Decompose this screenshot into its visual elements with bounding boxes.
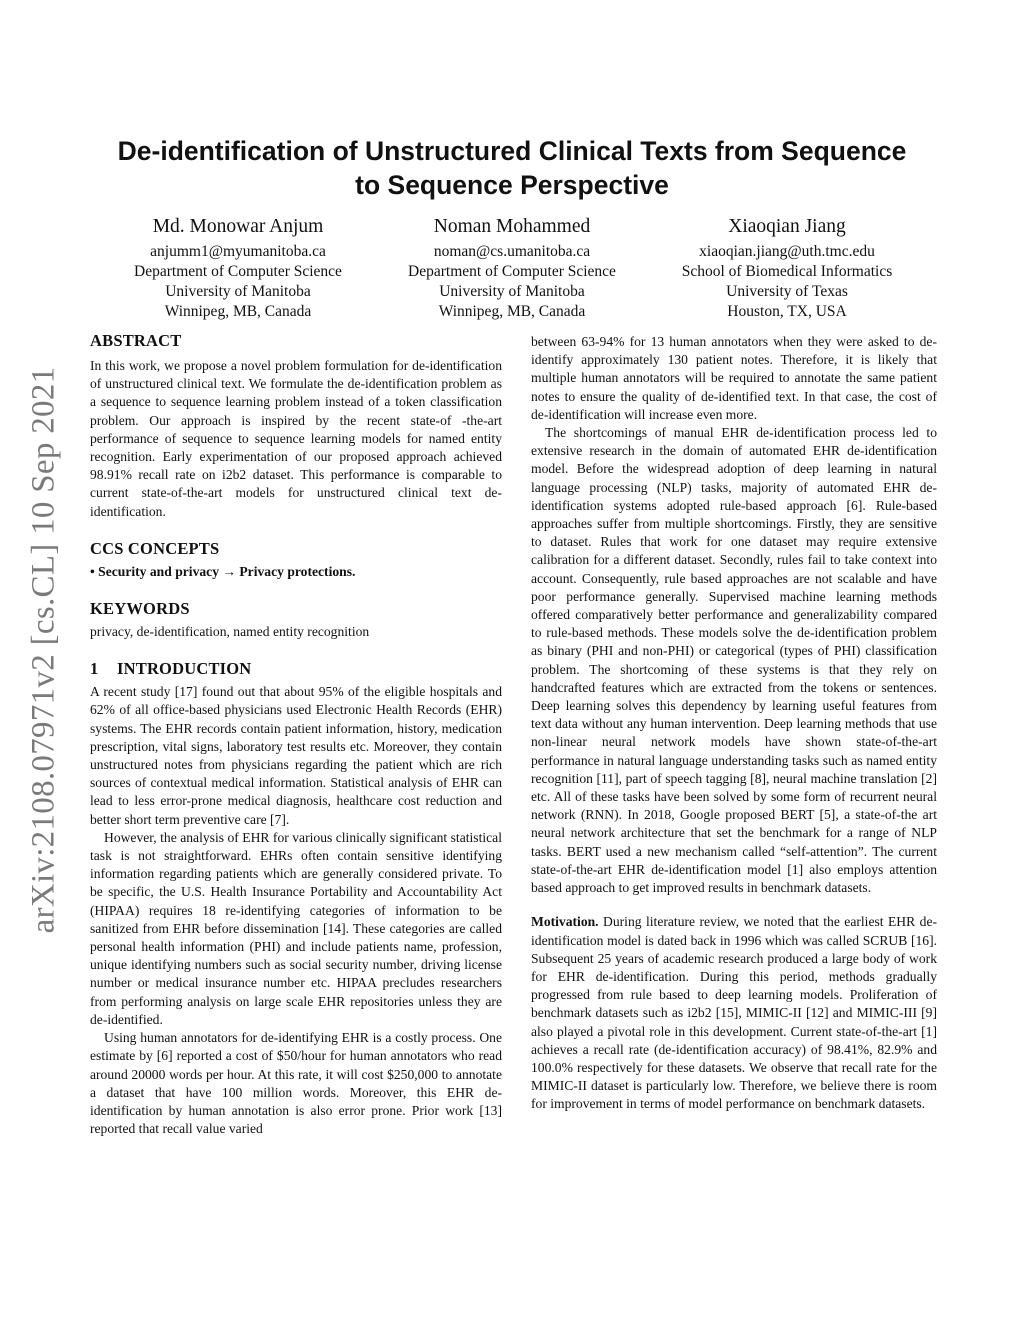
author-name: Md. Monowar Anjum bbox=[152, 216, 324, 237]
author-block-2 bbox=[362, 214, 662, 322]
intro-paragraph-3: Using human annotators for de-identifying EHR is a costly process. One estimate by [6] reported a cost of $50/hour for human annotators who read around 20000 words per hour. At this rate, it will cost $250,000 to annotate a dataset that have 100 million words. Moreover, this EHR de-identification by human annotation is also error prone. Prior work [13] reported that recall value varied bbox=[90, 1030, 502, 1137]
abstract-text: In this work, we propose a novel problem formulation for de-identification of unstructured clinical text. We formulate the de-identification problem as a sequence to sequence learning problem instead of a token classification problem. Our approach is inspired by the recent state-of -the-art performance of sequence to sequence learning models for named entity recognition. Early experimentation of our proposed approach achieved 98.91% recall rate on i2b2 dataset. This performance is comparable to current state-of-the-art models for unstructured clinical text de-identification. bbox=[90, 358, 502, 519]
left-column bbox=[90, 330, 502, 1138]
author-location: Winnipeg, MB, Canada bbox=[438, 303, 586, 320]
motivation-text: During literature review, we noted that the earliest EHR de-identification model is dated back in 1996 which was called SCRUB [16]. Subsequent 25 years of academic research produced a large body of work for EHR de-identification. During this period, methods gradually progressed from rule based to deep learning models. Proliferation of benchmark datasets such as i2b2 [15], MIMIC-II [12] and MIMIC-III [9] also played a pivotal role in this development. Current state-of-the-art [1] achieves a recall rate (de-identification accuracy) of 98.41%, 82.9% and 100.0% respectively for these datasets. We observe that recall rate for the MIMIC-II dataset is particularly low. Therefore, we believe there is room for improvement in terms of model performance on benchmark datasets. bbox=[531, 914, 937, 1112]
motivation-label: Motivation. bbox=[531, 914, 599, 930]
author-location: Houston, TX, USA bbox=[727, 303, 847, 320]
paragraph-gap bbox=[531, 897, 937, 913]
motivation-paragraph bbox=[531, 913, 937, 1113]
keywords-text: privacy, de-identification, named entity recognition bbox=[90, 624, 370, 640]
intro-paragraph-2: However, the analysis of EHR for various clinically significant statistical task is not straightforward. EHRs often contain sensitive identifying information regarding patients which are generally considered private. To be specific, the U.S. Health Insurance Portability and Accountability Act (HIPAA) requires 18 re-identifying categories of information to be sanitized from EHR before dissemination [14]. These categories are called personal health information (PHI) and include patients name, profession, unique identifying numbers such as social security number, driving license number or medical insurance number etc. HIPAA precludes researchers from performing analysis on large scale EHR repositories unless they are de-identified. bbox=[90, 829, 502, 1027]
intro-paragraph-5: The shortcomings of manual EHR de-identification process led to extensive research in the domain of automated EHR de-identification model. Before the widespread adoption of deep learning in natural language processing (NLP) tasks, majority of automated EHR de-identification systems adopted rule-based approach [6]. Rule-based approaches suffer from multiple shortcomings. Firstly, they are sensitive to dataset. Rules that work for one dataset may require extensive calibration for a different dataset. Secondly, rules fail to take context into account. Consequently, rule based approaches are not scalable and have poor performance generally. Supervised machine learning methods offered comparatively better performance and generalizability compared to rule-based methods. These models solve the de-identification problem as binary (PHI and non-PHI) or categorical (types of PHI) classification problem. The shortcoming of these systems is that they rely on handcrafted features which are extracted from the tokens or sentences. Deep learning solves this dependency by learning useful features from text data without any human intervention. Deep learning methods that use non-linear neural network models have shown state-of-the-art performance in natural language understanding tasks such as named entity recognition [11], part of speech tagging [8], neural machine translation [2] etc. All of these tasks have been solved by some form of recurrent neural network (RNN). In 2018, Google proposed BERT [5], a state-of-the art neural network architecture that set the benchmark for a range of NLP tasks. BERT used a new mechanism called “self-attention”. The current state-of-the-art EHR de-identification model [1] also employs attention based approach to get improved results in benchmark datasets. bbox=[531, 425, 937, 896]
ccs-section bbox=[90, 538, 502, 581]
title-line-1: De-identification of Unstructured Clinical Texts from Sequence bbox=[117, 136, 907, 166]
section-number: 1 bbox=[90, 659, 99, 679]
keywords-section bbox=[90, 598, 502, 641]
arxiv-stamp: arXiv:2108.07971v2 [cs.CL] 10 Sep 2021 bbox=[25, 366, 62, 934]
intro-paragraph-1: A recent study [17] found out that about 95% of the eligible hospitals and 62% of all office-based physicians used Electronic Health Records (EHR) systems. The EHR records contain patient information, history, medication prescription, vital signs, laboratory test results etc. Moreover, they contain unstructured notes from physicians regarding the patient which are rich sources of contextual medical information. Statistical analysis of EHR can lead to less error-prone medical diagnosis, healthcare cost reduction and better short term preventive care [7]. bbox=[90, 684, 502, 827]
author-location: Winnipeg, MB, Canada bbox=[164, 303, 312, 320]
author-block-3 bbox=[637, 214, 937, 322]
author-organization: University of Manitoba bbox=[165, 283, 311, 300]
section-title: INTRODUCTION bbox=[117, 659, 252, 679]
author-email: noman@cs.umanitoba.ca bbox=[433, 243, 591, 260]
author-email: anjumm1@myumanitoba.ca bbox=[150, 243, 326, 260]
author-organization: University of Texas bbox=[726, 283, 848, 300]
introduction-section bbox=[90, 658, 502, 1138]
author-block-1 bbox=[88, 214, 388, 322]
title-line-2: to Sequence Perspective bbox=[355, 170, 669, 200]
right-column bbox=[531, 333, 937, 1114]
author-organization: University of Manitoba bbox=[439, 283, 585, 300]
introduction-heading bbox=[90, 658, 502, 680]
abstract-section bbox=[90, 330, 502, 521]
author-email: xiaoqian.jiang@uth.tmc.edu bbox=[699, 243, 875, 260]
author-name: Noman Mohammed bbox=[433, 216, 591, 237]
ccs-heading: CCS CONCEPTS bbox=[90, 538, 220, 558]
keywords-heading: KEYWORDS bbox=[90, 599, 190, 619]
author-department: Department of Computer Science bbox=[408, 263, 616, 280]
author-name: Xiaoqian Jiang bbox=[728, 216, 846, 237]
author-department: School of Biomedical Informatics bbox=[681, 263, 893, 280]
abstract-heading: ABSTRACT bbox=[90, 331, 182, 350]
intro-paragraph-4: between 63-94% for 13 human annotators when they were asked to de-identify approximately 130 patient notes. Therefore, it is likely that multiple human annotators will be required to annotate the same patient notes to ensure the quality of de-identified text. In that case, the cost of de-identification will increase even more. bbox=[531, 334, 937, 422]
ccs-text: • Security and privacy → Privacy protections. bbox=[90, 563, 356, 579]
paper-title bbox=[90, 134, 934, 202]
author-department: Department of Computer Science bbox=[134, 263, 342, 280]
